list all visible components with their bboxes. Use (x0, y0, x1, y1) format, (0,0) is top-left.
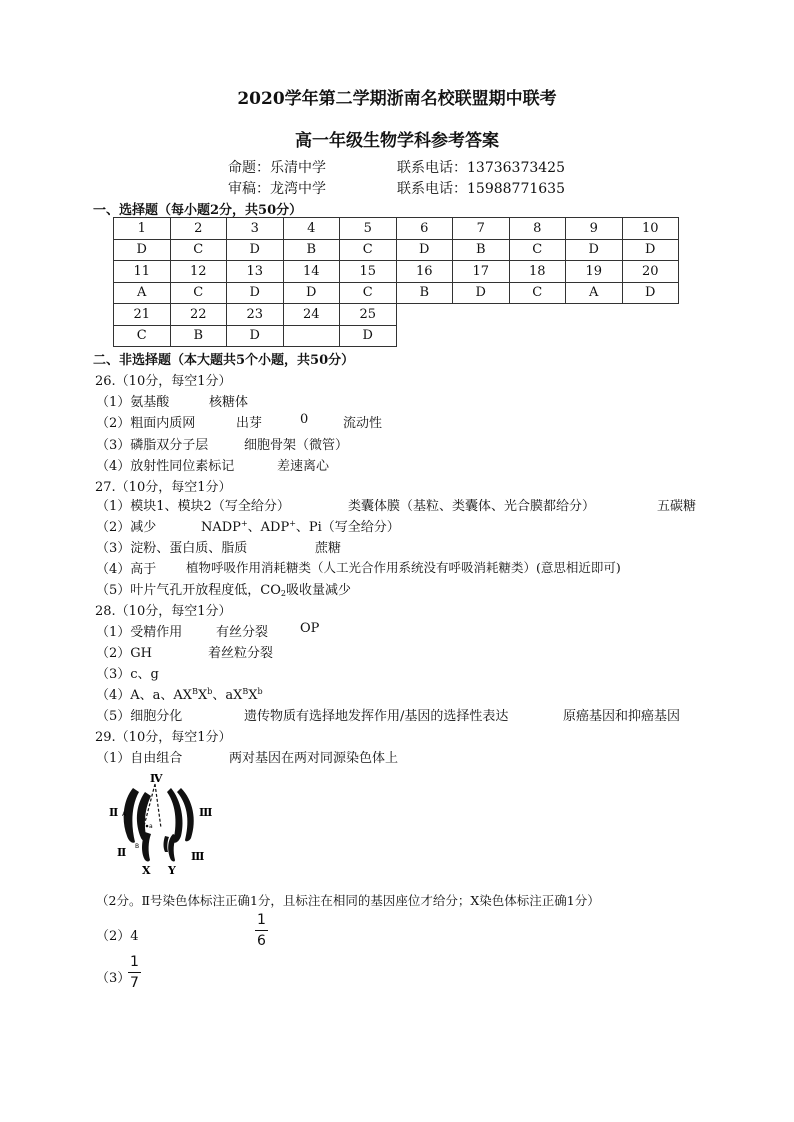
q27-answer-1c: 五碳糖 (657, 499, 697, 514)
table-cell-empty (509, 325, 566, 347)
table-cell: 16 (396, 261, 453, 283)
table-cell-empty (622, 304, 679, 326)
table-cell: B (283, 239, 340, 261)
q27-answer-1a: （1）模块1、模块2（写全给分） (96, 499, 290, 514)
answer-table (113, 217, 679, 347)
q27-answer-2b: NADP+、ADP+、Pi（写全给分） (201, 519, 400, 535)
table-cell: C (509, 282, 566, 304)
table-cell: D (227, 239, 284, 261)
table-cell: D (340, 325, 397, 347)
table-cell: D (566, 239, 623, 261)
q27-answer-1b: 类囊体膜（基粒、类囊体、光合膜都给分） (348, 499, 596, 514)
table-row (114, 239, 679, 261)
table-cell: C (340, 282, 397, 304)
table-cell-empty (453, 304, 510, 326)
q27-answer-5: （5）叶片气孔开放程度低，$CO_2$吸收量减少 (96, 583, 351, 598)
table-row (114, 304, 679, 326)
fraction-denominator: 6 (257, 933, 266, 949)
table-cell-empty (396, 325, 453, 347)
q29-answer-1b: 两对基因在两对同源染色体上 (229, 751, 399, 766)
table-cell: 20 (622, 261, 679, 283)
q28-answer-5c: 原癌基因和抑癌基因 (563, 709, 681, 724)
gene-locus-a-lower (146, 825, 149, 828)
fraction-bar (255, 930, 268, 931)
fraction-bar (128, 972, 141, 973)
label-y: Y (168, 864, 176, 877)
q28-answer-2b: 着丝粒分裂 (208, 646, 274, 661)
q28-answer-1a: （1）受精作用 (96, 625, 183, 640)
q28-answer-5a: （5）细胞分化 (96, 709, 183, 724)
table-cell: D (227, 282, 284, 304)
q28-answer-1c: OP (300, 621, 320, 636)
table-cell: 2 (170, 218, 227, 240)
fraction-denominator: 7 (130, 975, 139, 991)
label-iii-top: Ⅲ (199, 806, 213, 819)
table-cell: 21 (114, 304, 171, 326)
label-x: X (142, 864, 151, 877)
table-cell: A (566, 282, 623, 304)
q29-answer-2a: （2）4 (96, 929, 139, 944)
table-cell: B (453, 239, 510, 261)
table-cell: 24 (283, 304, 340, 326)
table-cell: 11 (114, 261, 171, 283)
table-cell: 18 (509, 261, 566, 283)
table-cell-empty (453, 325, 510, 347)
table-cell: 15 (340, 261, 397, 283)
table-cell: B (396, 282, 453, 304)
section2-heading: 二、非选择题（本大题共5个小题，共50分） (93, 353, 355, 368)
table-cell: 8 (509, 218, 566, 240)
q28-answer-3: （3）c、g (96, 667, 159, 682)
q29-answer-3a: （3） (96, 971, 131, 986)
q28-heading: 28.（10分，每空1分） (95, 604, 232, 619)
q29-answer-1a: （1）自由组合 (96, 751, 183, 766)
exam-title: 2020学年第二学期浙南名校联盟期中联考 (237, 89, 557, 109)
q27-answer-4b: 植物呼吸作用消耗糖类（人工光合作用系统没有呼吸消耗糖类）(意思相近即可) (186, 560, 621, 575)
table-cell-empty (622, 325, 679, 347)
table-cell-empty (509, 304, 566, 326)
table-cell: 6 (396, 218, 453, 240)
q26-answer-2b: 出芽 (236, 416, 263, 431)
q27-answer-2a: （2）减少 (96, 520, 157, 535)
table-cell-empty (396, 304, 453, 326)
table-cell: D (622, 282, 679, 304)
table-cell-empty (566, 325, 623, 347)
table-cell: 23 (227, 304, 284, 326)
q27-heading: 27.（10分，每空1分） (95, 480, 232, 495)
answer-key-title: 高一年级生物学科参考答案 (295, 131, 499, 151)
label-iii-bottom: Ⅲ (191, 850, 205, 863)
label-iv: Ⅳ (150, 772, 163, 785)
q28-answer-1b: 有丝分裂 (216, 625, 269, 640)
table-cell: D (622, 239, 679, 261)
q26-answer-1a: （1）氨基酸 (96, 395, 170, 410)
label-gene-a-upper: A (122, 811, 127, 818)
table-cell: 9 (566, 218, 623, 240)
table-cell: D (396, 239, 453, 261)
table-row (114, 261, 679, 283)
label-gene-a-lower: a (149, 823, 153, 830)
label-ii-top: Ⅱ (109, 806, 119, 819)
q29-answer-3-fraction (128, 954, 141, 991)
table-cell: D (227, 325, 284, 347)
table-cell: 3 (227, 218, 284, 240)
table-cell: 19 (566, 261, 623, 283)
table-cell: C (170, 239, 227, 261)
label-gene-b: B (135, 843, 140, 850)
table-cell: A (114, 282, 171, 304)
reviewer-label: 审稿：龙湾中学 (228, 181, 326, 197)
table-cell: C (114, 325, 171, 347)
q26-answer-4a: （4）放射性同位素标记 (96, 459, 235, 474)
chromosome-y (164, 836, 170, 852)
q29-scoring-note: （2分。Ⅱ号染色体标注正确1分，且标注在相同的基因座位才给分；X染色体标注正确1分） (96, 893, 600, 908)
q26-heading: 26.（10分，每空1分） (95, 374, 232, 389)
table-cell: 10 (622, 218, 679, 240)
table-cell: 22 (170, 304, 227, 326)
author-phone: 联系电话：13736373425 (397, 160, 565, 176)
q28-answer-4: （4）A、a、$AX^BX^b$、$aX^BX^b$ (96, 687, 263, 703)
q27-answer-4a: （4）高于 (96, 562, 157, 577)
table-row (114, 325, 679, 347)
q28-answer-5b: 遗传物质有选择地发挥作用/基因的选择性表达 (244, 709, 509, 724)
table-cell: D (453, 282, 510, 304)
q28-answer-2a: （2）GH (96, 646, 152, 661)
table-cell: 4 (283, 218, 340, 240)
table-cell: C (340, 239, 397, 261)
chromosome-figure (105, 770, 225, 878)
table-cell: 13 (227, 261, 284, 283)
table-cell: 5 (340, 218, 397, 240)
q26-answer-2c: 0 (300, 412, 309, 427)
section1-heading: 一、选择题（每小题2分，共50分） (93, 203, 303, 218)
q27-answer-3b: 蔗糖 (315, 541, 342, 556)
table-cell: C (509, 239, 566, 261)
chromosome-iii-lower (168, 834, 177, 862)
q26-answer-2a: （2）粗面内质网 (96, 416, 196, 431)
table-row (114, 218, 679, 240)
table-row (114, 282, 679, 304)
q29-heading: 29.（10分，每空1分） (95, 730, 232, 745)
q29-answer-2-fraction (255, 912, 268, 949)
table-cell: 14 (283, 261, 340, 283)
table-cell: 12 (170, 261, 227, 283)
label-ii-bottom: Ⅱ (117, 846, 127, 859)
q26-answer-3a: （3）磷脂双分子层 (96, 438, 209, 453)
table-cell: C (170, 282, 227, 304)
table-cell: D (114, 239, 171, 261)
table-cell: D (283, 282, 340, 304)
table-cell: 17 (453, 261, 510, 283)
q26-answer-1b: 核糖体 (209, 395, 249, 410)
table-cell: 25 (340, 304, 397, 326)
fraction-numerator: 1 (130, 954, 139, 970)
table-cell-empty (566, 304, 623, 326)
fraction-numerator: 1 (257, 912, 266, 928)
q26-answer-3b: 细胞骨架（微管） (244, 438, 349, 453)
table-cell: 7 (453, 218, 510, 240)
q27-answer-3a: （3）淀粉、蛋白质、脂质 (96, 541, 248, 556)
table-cell: 1 (114, 218, 171, 240)
q26-answer-2d: 流动性 (343, 416, 383, 431)
table-cell: B (170, 325, 227, 347)
gene-locus-a-upper (139, 817, 142, 820)
table-cell (283, 325, 340, 347)
q26-answer-4b: 差速离心 (277, 459, 330, 474)
author-label: 命题：乐清中学 (228, 160, 326, 176)
reviewer-phone: 联系电话：15988771635 (397, 181, 565, 197)
